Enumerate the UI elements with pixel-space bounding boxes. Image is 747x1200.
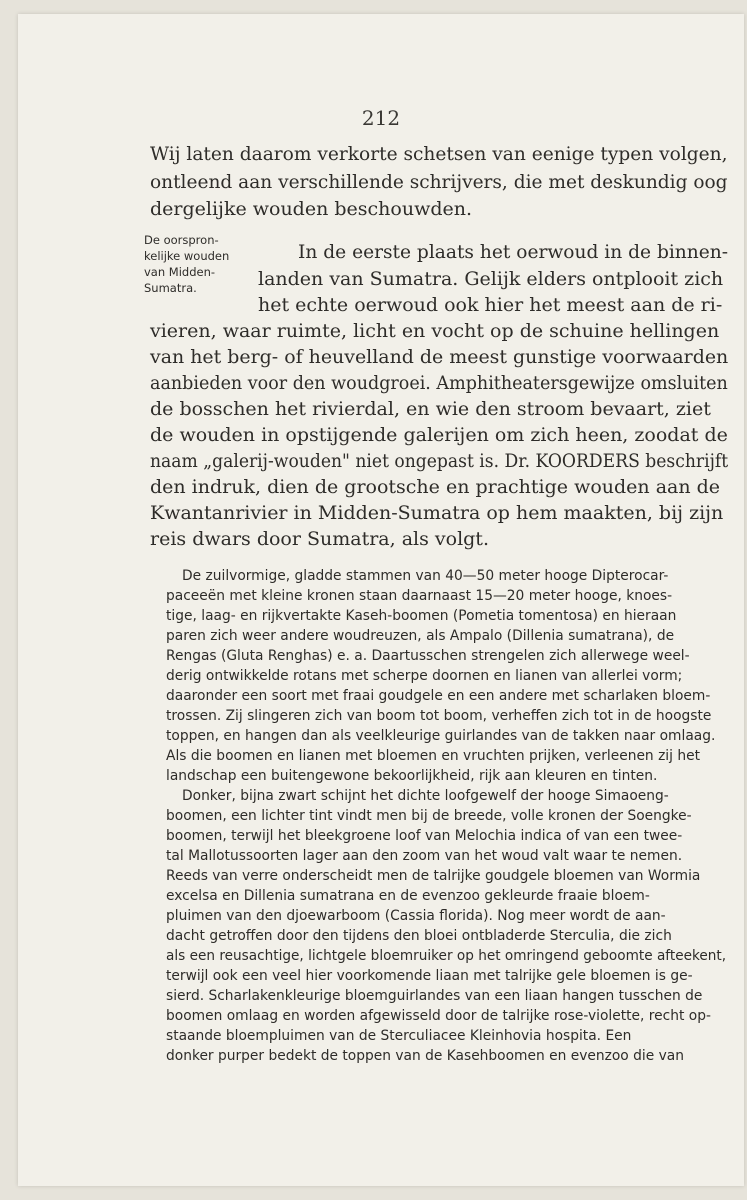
text-line: Wij laten daarom verkorte schetsen van eenige typen volgen,: [150, 143, 728, 165]
text-line: boomen, een lichter tint vindt men bij de breede, volle kronen der Soengke-: [166, 808, 692, 824]
text-line: Rengas (Gluta Renghas) e. a. Daartusschen strengelen zich allerwege weel-: [166, 648, 690, 664]
text-line: daaronder een soort met fraai goudgele en een andere met scharlaken bloem-: [166, 688, 711, 704]
text-line: het echte oerwoud ook hier het meest aan de ri-: [258, 294, 723, 316]
text-line: tal Mallotussoorten lager aan den zoom van het woud valt waar te nemen.: [166, 848, 683, 864]
text-line: staande bloempluimen van de Sterculiacee Kleinhovia hospita. Een: [166, 1028, 632, 1044]
text-line: aanbieden voor den woudgroei. Amphitheatersgewijze omsluiten: [150, 372, 728, 394]
text-line: dacht getroffen door den tijdens den bloei ontbladerde Sterculia, die zich: [166, 928, 672, 944]
text-line: dergelijke wouden beschouwden.: [150, 198, 473, 220]
text-line: excelsa en Dillenia sumatrana en de evenzoo gekleurde fraaie bloem-: [166, 888, 650, 904]
text-line: landschap een buitengewone bekoorlijkheid, rijk aan kleuren en tinten.: [166, 768, 658, 784]
text-line: reis dwars door Sumatra, als volgt.: [150, 528, 489, 550]
text-line: boomen, terwijl het bleekgroene loof van Melochia indica of van een twee-: [166, 828, 683, 844]
text-line: donker purper bedekt de toppen van de Kasehboomen en evenzoo die van: [166, 1048, 684, 1064]
text-line: den indruk, dien de grootsche en prachtige wouden aan de: [150, 476, 721, 498]
marginal-note-line: De oorspron-: [144, 233, 219, 247]
text-line: derig ontwikkelde rotans met scherpe doornen en lianen van allerlei vorm;: [166, 668, 683, 684]
marginal-note-line: Sumatra.: [144, 281, 197, 295]
text-line: Kwantanrivier in Midden-Sumatra op hem maakten, bij zijn: [150, 502, 724, 524]
page-number: 212: [361, 106, 401, 130]
text-line: landen van Sumatra. Gelijk elders ontplooit zich: [258, 268, 724, 290]
text-line: De zuilvormige, gladde stammen van 40—50 meter hooge Dipterocar-: [182, 568, 669, 584]
text-line: trossen. Zij slingeren zich van boom tot boom, verheffen zich tot in de hoogste: [166, 708, 712, 724]
text-line: sierd. Scharlakenkleurige bloemguirlandes van een liaan hangen tusschen de: [166, 988, 703, 1004]
text-line: In de eerste plaats het oerwoud in de binnen-: [298, 241, 729, 263]
text-line: de bosschen het rivierdal, en wie den stroom bevaart, ziet: [150, 398, 711, 420]
text-line: Donker, bijna zwart schijnt het dichte loofgewelf der hooge Simaoeng-: [182, 788, 669, 804]
text-line: toppen, en hangen dan als veelkleurige guirlandes van de takken naar omlaag.: [166, 728, 716, 744]
text-line: pluimen van den djoewarboom (Cassia florida). Nog meer wordt de aan-: [166, 908, 666, 924]
text-line: de wouden in opstijgende galerijen om zich heen, zoodat de: [150, 424, 728, 446]
text-line: terwijl ook een veel hier voorkomende liaan met talrijke gele bloemen is ge-: [166, 968, 693, 984]
text-line: Reeds van verre onderscheidt men de talrijke goudgele bloemen van Wormia: [166, 868, 701, 884]
text-line: naam „galerij-wouden" niet ongepast is. Dr. KOORDERS beschrijft: [150, 450, 729, 472]
text-line: vieren, waar ruimte, licht en vocht op de schuine hellingen: [150, 320, 720, 342]
marginal-note: [144, 232, 244, 296]
text-line: van het berg- of heuvelland de meest gunstige voorwaarden: [150, 346, 729, 368]
text-line: Als die boomen en lianen met bloemen en vruchten prijken, verleenen zij het: [166, 748, 701, 764]
text-line: als een reusachtige, lichtgele bloemruiker op het omringend geboomte afteekent,: [166, 948, 727, 964]
text-line: paceeën met kleine kronen staan daarnaast 15—20 meter hooge, knoes-: [166, 588, 673, 604]
marginal-note-line: van Midden-: [144, 265, 216, 279]
marginal-note-line: kelijke wouden: [144, 249, 230, 263]
text-line: ontleend aan verschillende schrijvers, die met deskundig oog: [150, 171, 728, 193]
text-line: paren zich weer andere woudreuzen, als Ampalo (Dillenia sumatrana), de: [166, 628, 675, 644]
text-line: tige, laag- en rijkvertakte Kaseh-boomen (Pometia tomentosa) en hieraan: [166, 608, 677, 624]
text-line: boomen omlaag en worden afgewisseld door de talrijke rose-violette, recht op-: [166, 1008, 711, 1024]
